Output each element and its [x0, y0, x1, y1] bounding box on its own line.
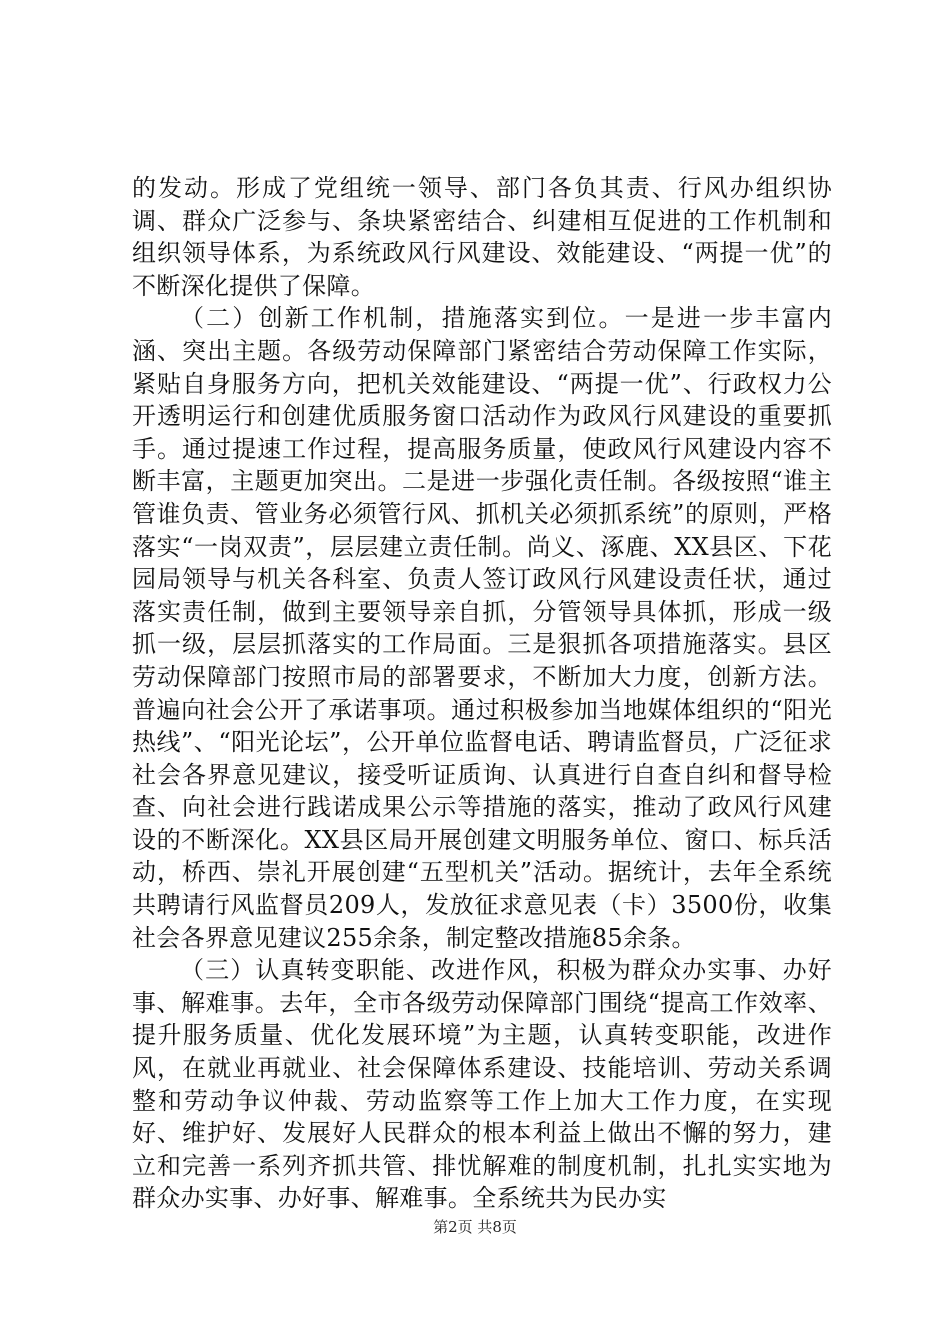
page-number-footer: 第2页 共8页	[433, 1218, 517, 1236]
paragraph-3: （三）认真转变职能、改进作风，积极为群众办实事、办好事、解难事。去年，全市各级劳动保障部门围绕“提高工作效率、提升服务质量、优化发展环境”为主题，认真转变职能，改进作风，在就业再就业、社会保障体系建设、技能培训、劳动关系调整和劳动争议仲裁、劳动监察等工作上加大工作力度，在实现好、维护好、发展好人民群众的根本利益上做出不懈的努力，建立和完善一系列齐抓共管、排忧解难的制度机制，扎扎实实地为群众办实事、办好事、解难事。全系统共为民办实	[132, 956, 832, 1213]
paragraph-2: （二）创新工作机制，措施落实到位。一是进一步丰富内涵、突出主题。各级劳动保障部门紧密结合劳动保障工作实际，紧贴自身服务方向，把机关效能建设、“两提一优”、行政权力公开透明运行和创建优质服务窗口活动作为政风行风建设的重要抓手。通过提速工作过程，提高服务质量，使政风行风建设内容不断丰富，主题更加突出。二是进一步强化责任制。各级按照“谁主管谁负责、管业务必须管行风、抓机关必须抓系统”的原则，严格落实“一岗双责”，层层建立责任制。尚义、涿鹿、XX县区、下花园局领导与机关各科室、负责人签订政风行风建设责任状，通过落实责任制，做到主要领导亲自抓，分管领导具体抓，形成一级抓一级，层层抓落实的工作局面。三是狠抓各项措施落实。县区劳动保障部门按照市局的部署要求，不断加大力度，创新方法。普遍向社会公开了承诺事项。通过积极参加当地媒体组织的“阳光热线”、“阳光论坛”，公开单位监督电话、聘请监督员，广泛征求社会各界意见建议，接受听证质询、认真进行自查自纠和督导检查、向社会进行践诺成果公示等措施的落实，推动了政风行风建设的不断深化。XX县区局开展创建文明服务单位、窗口、标兵活动，桥西、崇礼开展创建“五型机关”活动。据统计，去年全系统共聘请行风监督员209人，发放征求意见表（卡）3500份，收集社会各界意见建议255余条，制定整改措施85余条。	[132, 304, 832, 952]
paragraph-1: 的发动。形成了党组统一领导、部门各负其责、行风办组织协调、群众广泛参与、条块紧密结合、纠建相互促进的工作机制和组织领导体系，为系统政风行风建设、效能建设、“两提一优”的不断深化提供了保障。	[132, 174, 832, 300]
document-body	[132, 172, 832, 1215]
